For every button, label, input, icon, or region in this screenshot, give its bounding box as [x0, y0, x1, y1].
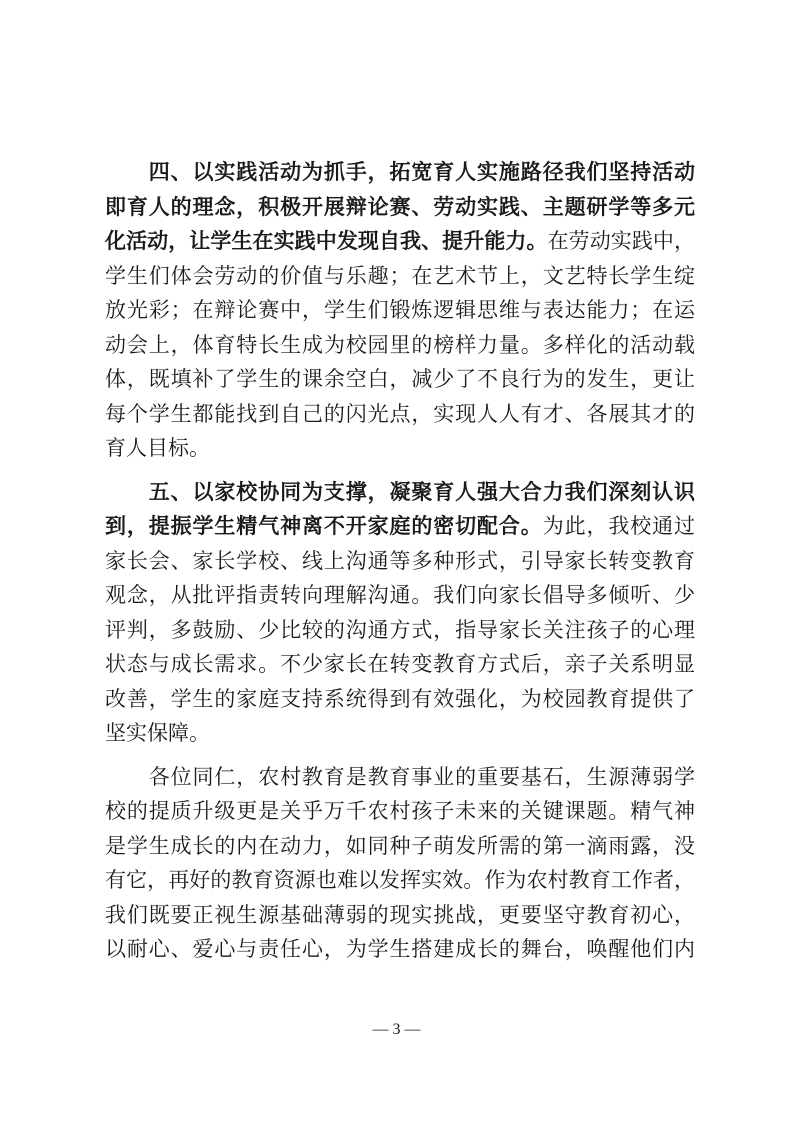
- text-line: [105, 397, 695, 432]
- paragraph-5: [105, 475, 695, 751]
- normal-text: 改善，学生的家庭支持系统得到有效强化，为校园教育提供了: [105, 686, 695, 711]
- normal-text: 以耐心、爱心与责任心，为学生搭建成长的舞台，唤醒他们内: [105, 937, 695, 961]
- normal-text: 观念，从批评指责转向理解沟通。我们向家长倡导多倾听、少: [105, 583, 695, 607]
- normal-text: 有它，再好的教育资源也难以发挥实效。作为农村教育工作者，: [105, 868, 695, 892]
- normal-text: 学生们体会劳动的价值与乐趣；在艺术节上，文艺特长学生绽: [105, 263, 695, 288]
- normal-text: 育人目标。: [105, 436, 210, 460]
- normal-text: 状态与成长需求。不少家长在转变教育方式后，亲子关系明显: [105, 652, 695, 676]
- normal-text: 在劳动实践中，: [547, 229, 695, 253]
- text-line: [105, 293, 695, 328]
- normal-text: 我们既要正视生源基础薄弱的现实挑战，更要坚守教育初心，: [105, 902, 695, 927]
- paragraph-6: [105, 760, 695, 967]
- text-line: [105, 190, 695, 225]
- text-line: [105, 509, 695, 544]
- text-line: [105, 155, 695, 190]
- text-line: [105, 829, 695, 864]
- bold-text: 五、以家校协同为支撑，凝聚育人强大合力我们深刻认识: [105, 478, 695, 504]
- text-line: [105, 544, 695, 579]
- normal-text: 动会上，体育特长生成为校园里的榜样力量。多样化的活动载: [105, 332, 695, 357]
- text-line: [105, 431, 695, 466]
- normal-text: 放光彩；在辩论赛中，学生们锻炼逻辑思维与表达能力；在运: [105, 298, 695, 322]
- paragraph-4: [105, 155, 695, 466]
- text-line: [105, 760, 695, 795]
- text-line: [105, 932, 695, 967]
- normal-text: 是学生成长的内在动力，如同种子萌发所需的第一滴雨露，没: [105, 833, 695, 858]
- normal-text: 家长会、家长学校、线上沟通等多种形式，引导家长转变教育: [105, 548, 695, 573]
- normal-text: 各位同仁，农村教育是教育事业的重要基石，生源薄弱学: [105, 764, 695, 789]
- normal-text: 坚实保障。: [105, 721, 210, 745]
- bold-text: 四、以实践活动为抓手，拓宽育人实施路径我们坚持活动: [105, 159, 695, 184]
- text-line: [105, 647, 695, 682]
- bold-text: 化活动，让学生在实践中发现自我、提升能力。: [105, 228, 548, 253]
- text-line: [105, 898, 695, 933]
- text-line: [105, 613, 695, 648]
- normal-text: 体，既填补了学生的课余空白，减少了不良行为的发生，更让: [105, 367, 695, 391]
- text-line: [105, 259, 695, 294]
- text-line: [105, 794, 695, 829]
- text-line: [105, 362, 695, 397]
- page-number: — 3 —: [372, 1021, 421, 1038]
- text-line: [105, 224, 695, 259]
- text-line: [105, 682, 695, 717]
- body-text: [105, 155, 695, 967]
- bold-text: 即育人的理念，积极开展辩论赛、劳动实践、主题研学等多元: [105, 193, 695, 219]
- normal-text: 评判，多鼓励、少比较的沟通方式，指导家长关注孩子的心理: [105, 617, 695, 642]
- normal-text: 校的提质升级更是关乎万千农村孩子未来的关键课题。精气神: [105, 799, 695, 823]
- paragraph-gap: [105, 751, 695, 760]
- text-line: [105, 863, 695, 898]
- text-line: [105, 716, 695, 751]
- paragraph-gap: [105, 466, 695, 475]
- normal-text: 每个学生都能找到自己的闪光点，实现人人有才、各展其才的: [105, 401, 695, 426]
- normal-text: 为此，我校通过: [542, 514, 695, 538]
- bold-text: 到，提振学生精气神离不开家庭的密切配合。: [105, 513, 543, 538]
- text-line: [105, 578, 695, 613]
- text-line: [105, 475, 695, 510]
- text-line: [105, 328, 695, 363]
